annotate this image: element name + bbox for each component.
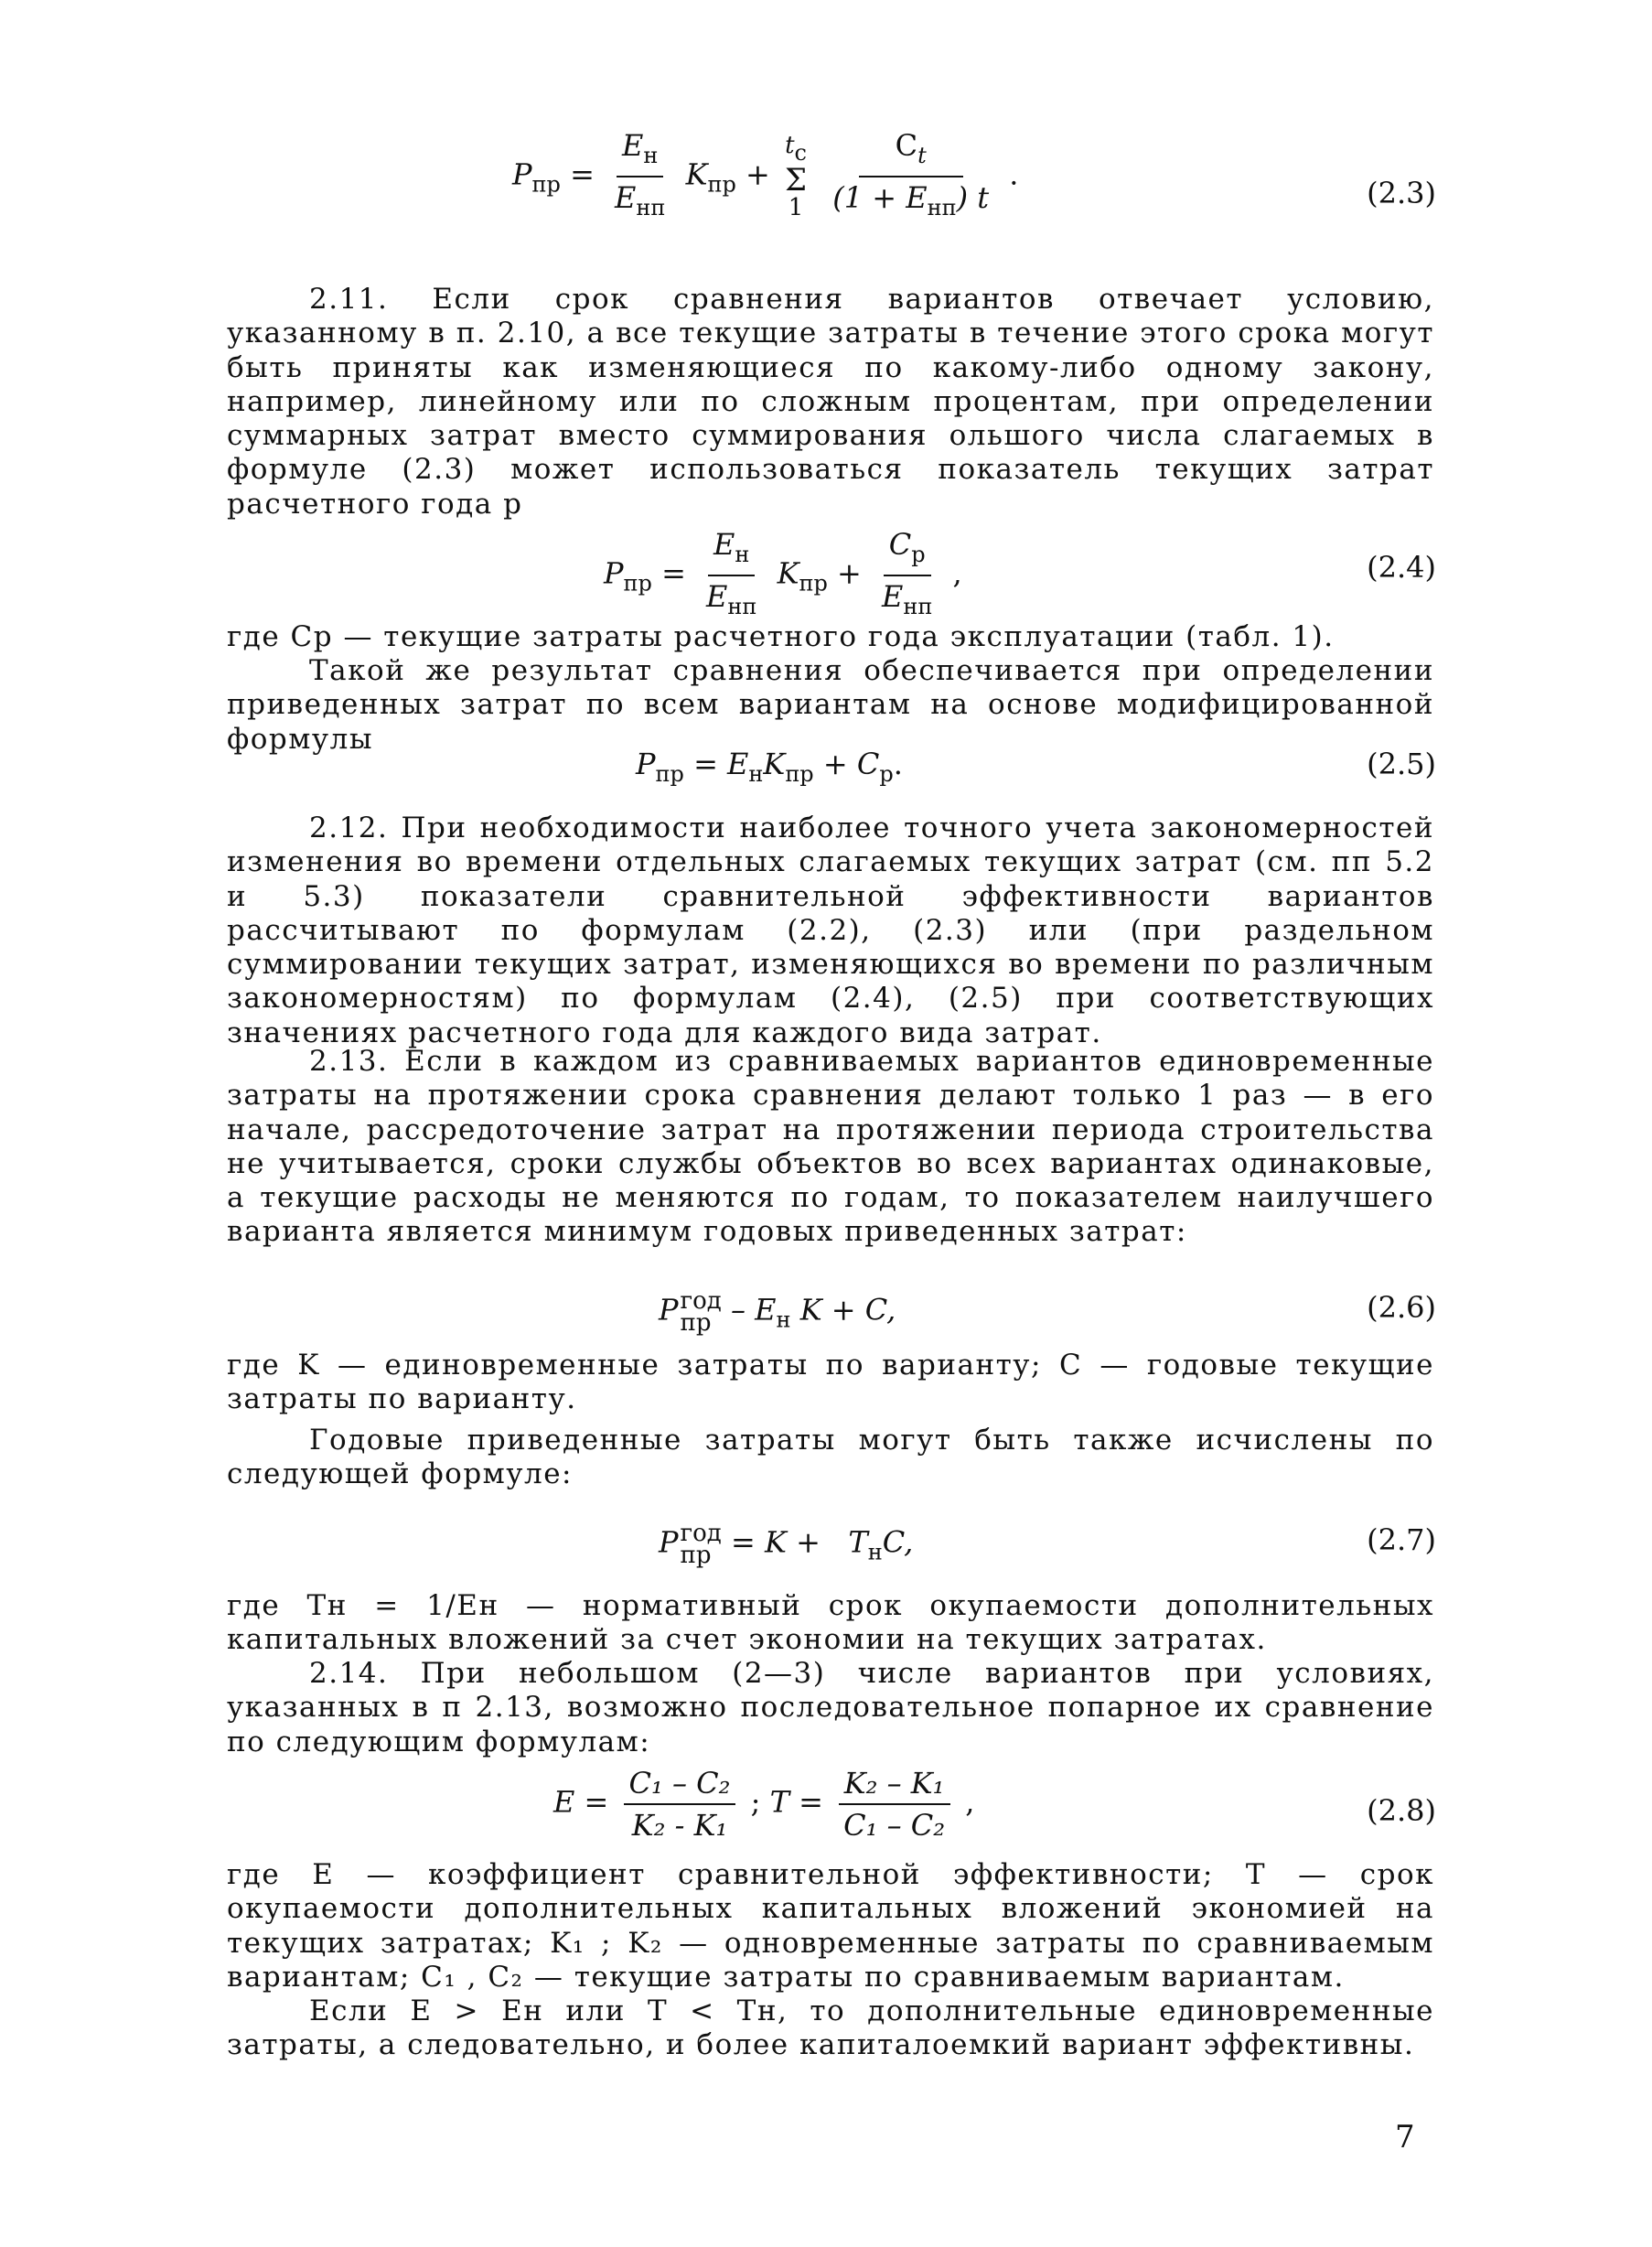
equation-2-6: P год пр – $E_н$ K + C, <box>659 1287 896 1337</box>
paragraph-2-5-intro: Такой же результат сравнения обеспечивается при определении приведенных затрат по всем вариантам на основе модифицированной формулы <box>227 654 1434 756</box>
equation-number-2-7: (2.7) <box>1367 1522 1436 1557</box>
page-number: 7 <box>1395 2119 1415 2156</box>
paragraph-2-8-where: где E — коэффициент сравнительной эффективности; T — срок окупаемости дополнительных капитальных вложений экономией на текущих затратах; K₁ ; K₂ — одновременные затраты по сравниваемым вариантам; C₁ , C₂ — текущие затраты по сравниваемым вариантам. <box>227 1858 1434 1994</box>
paragraph-final: Если E > Eн или T < Tн, то дополнительные единовременные затраты, а следовательно, и более капиталоемкий вариант эффективны. <box>227 1994 1434 2062</box>
paragraph-2-4-where: где Cр — текущие затраты расчетного года эксплуатации (табл. 1). <box>227 620 1335 653</box>
paragraph-2-6-where: где K — единовременные затраты по варианту; C — годовые текущие затраты по варианту. <box>227 1349 1434 1416</box>
paragraph-2-14: 2.14. При небольшом (2—3) числе вариантов при условиях, указанных в п 2.13, возможно последовательное попарное их сравнение по следующим формулам: <box>227 1657 1434 1758</box>
equation-2-4: $P_{пр}$ = $\frac{E_н}{E_{нп}}$ $K_{пр}$ + $\frac{C_р}{E_{нп}}$ , <box>604 527 962 619</box>
paragraph-2-7-where: где Tн = 1/Eн — нормативный срок окупаемости дополнительных капитальных вложений за счет экономии на текущих затратах. <box>227 1589 1434 1657</box>
paragraph-2-13: 2.13. Если в каждом из сравниваемых вариантов единовременные затраты на протяжении срока сравнения делают только 1 раз — в его начале, рассредоточение затрат на протяжении периода строительства не учитывается, сроки службы объектов во всех вариантах одинаковые, а текущие расходы не меняются по годам, то показателем наилучшего варианта является минимум годовых приведенных затрат: <box>227 1045 1434 1249</box>
paragraph-2-12: 2.12. При необходимости наиболее точного учета закономерностей изменения во времени отдельных слагаемых текущих затрат (см. пп 5.2 и 5.3) показатели сравнительной эффективности вариантов рассчитывают по формулам (2.2), (2.3) или (при раздельном суммировании текущих затрат, изменяющихся во времени по различным закономерностям) по формулам (2.4), (2.5) при соответствующих значениях расчетного года для каждого вида затрат. <box>227 812 1434 1049</box>
equation-2-7: P год пр = K + $T_нC$, <box>659 1520 914 1569</box>
equation-2-3: $P_{пр}$ = $\frac{E_н}{E_{нп}}$ $K_{пр}$ + tс Σ 1 $\frac{C_t}{(1 + E_{нп}) t}$ . <box>512 128 1019 221</box>
equation-number-2-5: (2.5) <box>1367 747 1436 781</box>
equation-2-8: E = $\frac{\text{C₁ – C₂}}{\text{K₂ - K₁}}$ ; T = $\frac{\text{K₂ – K₁}}{\text{C₁ – C₂}}$ , <box>553 1766 975 1843</box>
equation-number-2-6: (2.6) <box>1367 1290 1436 1325</box>
equation-2-5: $P_{пр} = E_нK_{пр} + C_р$. <box>636 747 903 787</box>
paragraph-2-7-intro: Годовые приведенные затраты могут быть также исчислены по следующей формуле: <box>227 1424 1434 1491</box>
equation-number-2-4: (2.4) <box>1367 550 1436 585</box>
equation-number-2-8: (2.8) <box>1367 1793 1436 1828</box>
equation-number-2-3: (2.3) <box>1367 176 1436 210</box>
paragraph-2-11: 2.11. Если срок сравнения вариантов отвечает условию, указанному в п. 2.10, а все текущие затраты в течение этого срока могут быть приняты как изменяющиеся по какому-либо одному закону, например, линейному или по сложным процентам, при определении суммарных затрат вместо суммирования ольшого числа слагаемых в формуле (2.3) может использоваться показатель текущих затрат расчетного года р <box>227 283 1434 521</box>
